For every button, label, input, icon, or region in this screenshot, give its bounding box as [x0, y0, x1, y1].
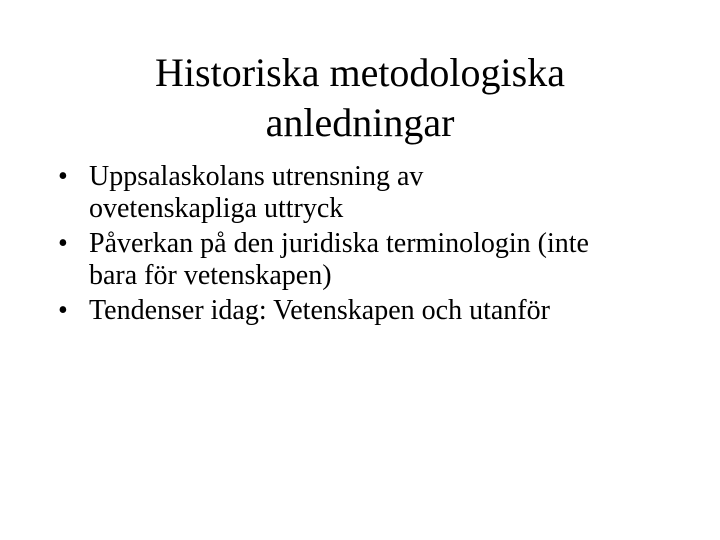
- bullet-icon: •: [58, 161, 68, 192]
- slide-title-line-2: anledningar: [265, 100, 455, 145]
- bullet-icon: •: [58, 295, 68, 326]
- bullet-icon: •: [58, 228, 68, 259]
- bullet-3-line-1: Tendenser idag: Vetenskapen och utanför: [89, 295, 550, 326]
- bullet-2-line-2: bara för vetenskapen): [89, 260, 332, 291]
- bullet-1-line-2: ovetenskapliga uttryck: [89, 193, 344, 224]
- bullet-1-line-1: Uppsalaskolans utrensning av: [89, 161, 424, 192]
- bullet-item-3: [58, 295, 698, 327]
- slide-title-line-1: Historiska metodologiska: [155, 50, 565, 95]
- bullet-2-line-1: Påverkan på den juridiska terminologin (inte: [89, 228, 589, 259]
- bullet-item-1: [58, 161, 698, 225]
- slide-title: [60, 48, 660, 148]
- bullet-list: [58, 161, 698, 330]
- bullet-item-2: [58, 228, 698, 292]
